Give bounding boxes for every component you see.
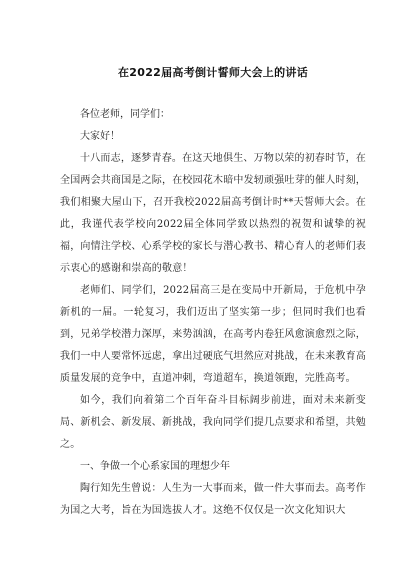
greeting: 大家好！ <box>80 131 120 142</box>
salutation: 各位老师，同学们： <box>80 109 170 120</box>
paragraph-2: 老师们、同学们，2022届高三是在变局中开新局，于危机中孕新机的一届。一轮复习，我们迈出了坚实第一步；但同时我们也看到，兄弟学校潜力深厚，来势汹汹，在高考内卷狂风愈演愈烈之际，我们一中人要常怀远虑，拿出过硬底气坦然应对挑战，在未来教育高质量发展的竞争中，直道冲刺，弯道超车，换道领跑，完胜高考。 <box>60 285 366 384</box>
paragraph-3: 如今，我们向着第二个百年奋斗目标阔步前进，面对未来新变局、新机会、新发展、新挑战，我向同学们提几点要求和希望，共勉之。 <box>60 395 366 450</box>
paragraph-1: 十八而志，逐梦青春。在这天地俱生、万物以荣的初春时节，在全国两会共商国是之际，在校园花木暗中发轫顽强吐芽的催人时刻，我们相聚大屋山下，召开我校2022届高考倒计时**天誓师大会。在此，我谨代表学校向2022届全体同学致以热烈的祝贺和诚挚的祝福，向情注学校、心系学校的家长与潜心教书、精心育人的老师们表示衷心的感谢和崇高的敬意！ <box>60 153 366 274</box>
paragraph-4: 陶行知先生曾说：人生为一大事而来，做一件大事而去。高考作为国之大考，旨在为国选拔人才。这绝不仅仅是一次文化知识大 <box>60 483 366 516</box>
document-title: 在2022届高考倒计誓师大会上的讲话 <box>117 66 308 79</box>
section-heading: 一、争做一个心系家国的理想少年 <box>80 461 230 472</box>
